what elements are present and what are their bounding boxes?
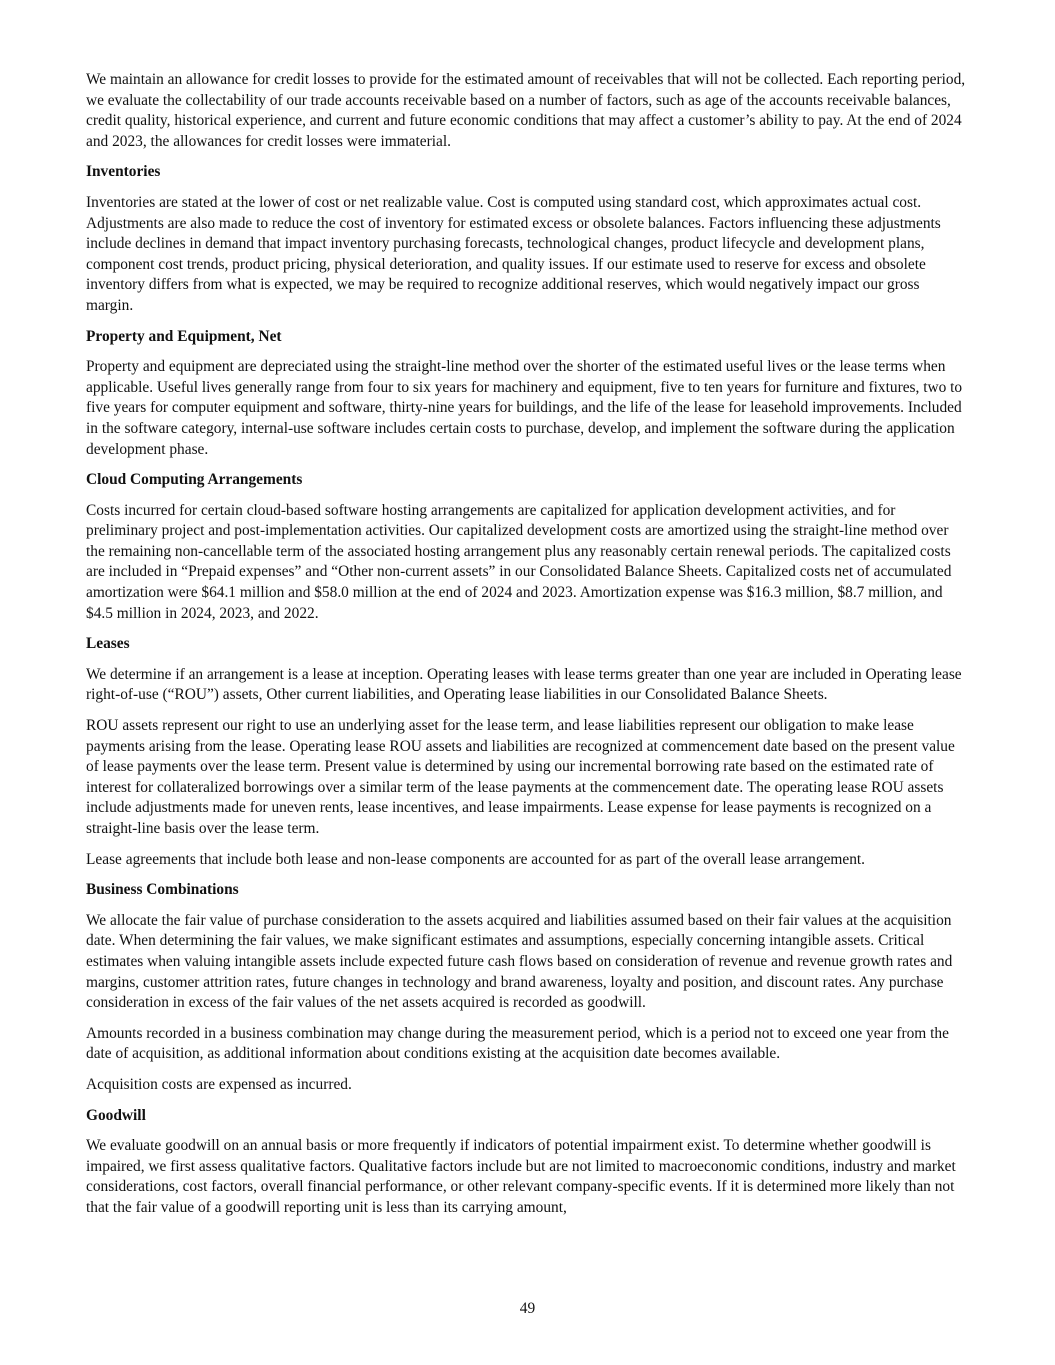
paragraph-business-1: We allocate the fair value of purchase consideration to the assets acquired and liabilities assumed based on their fair values at the acquisition date. When determining the fair values, we make significant estimates and assumptions, especially concerning intangible assets. Critical estimates when valuing intangible assets include expected future cash flows based on consideration of revenue and revenue growth rates and margins, customer attrition rates, future changes in technology and brand awareness, loyalty and position, and discount rates. Any purchase consideration in excess of the fair values of the net assets acquired is recorded as goodwill. <box>86 911 953 1012</box>
document-page <box>86 70 970 1229</box>
paragraph-inventories: Inventories are stated at the lower of cost or net realizable value. Cost is computed using standard cost, which approximates actual cost. Adjustments are also made to reduce the cost of inventory for estimated excess or obsolete balances. Factors influencing these adjustments include declines in demand that impact inventory purchasing forecasts, technological changes, product lifecycle and development plans, component cost trends, product pricing, physical deterioration, and quality issues. If our estimate used to reserve for excess and obsolete inventory differs from what is expected, we may be required to recognize additional reserves, which would negatively impact our gross margin. <box>86 193 941 314</box>
paragraph-leases-1: We determine if an arrangement is a lease at inception. Operating leases with lease terms greater than one year are included in Operating lease right-of-use (“ROU”) assets, Other current liabilities, and Operating lease liabilities in our Consolidated Balance Sheets. <box>86 665 962 704</box>
paragraph-leases-3: Lease agreements that include both lease and non-lease components are accounted for as part of the overall lease arrangement. <box>86 850 866 868</box>
paragraph-cloud-computing: Costs incurred for certain cloud-based software hosting arrangements are capitalized for application development activities, and for preliminary project and post-implementation activities. Our capitalized development costs are amortized using the straight-line method over the remaining non-cancellable term of the associated hosting arrangement plus any reasonably certain renewal periods. The capitalized costs are included in “Prepaid expenses” and “Other non-current assets” in our Consolidated Balance Sheets. Capitalized costs net of accumulated amortization were $64.1 million and $58.0 million at the end of 2024 and 2023. Amortization expense was $16.3 million, $8.7 million, and $4.5 million in 2024, 2023, and 2022. <box>86 501 952 622</box>
heading-business-combinations: Business Combinations <box>86 881 239 899</box>
paragraph-credit-losses: We maintain an allowance for credit losses to provide for the estimated amount of receivables that will not be collected. Each reporting period, we evaluate the collectability of our trade accounts receivable based on a number of factors, such as age of the accounts receivable balances, credit quality, historical experience, and current and future economic conditions that may affect a customer’s ability to pay. At the end of 2024 and 2023, the allowances for credit losses were immaterial. <box>86 71 966 150</box>
heading-property-equipment: Property and Equipment, Net <box>86 327 282 345</box>
paragraph-business-3: Acquisition costs are expensed as incurred. <box>86 1075 352 1093</box>
paragraph-goodwill: We evaluate goodwill on an annual basis or more frequently if indicators of potential impairment exist. To determine whether goodwill is impaired, we first assess qualitative factors. Qualitative factors include but are not limited to macroeconomic conditions, industry and market considerations, cost factors, overall financial performance, or other relevant company-specific events. If it is determined more likely than not that the fair value of a goodwill reporting unit is less than its carrying amount, <box>86 1137 956 1216</box>
heading-cloud-computing: Cloud Computing Arrangements <box>86 471 303 489</box>
heading-inventories: Inventories <box>86 163 161 181</box>
paragraph-business-2: Amounts recorded in a business combination may change during the measurement period, which is a period not to exceed one year from the date of acquisition, as additional information about conditions existing at the acquisition date becomes available. <box>86 1024 949 1063</box>
heading-leases: Leases <box>86 635 130 653</box>
page-number: 49 <box>519 1300 536 1317</box>
heading-goodwill: Goodwill <box>86 1106 146 1124</box>
paragraph-leases-2: ROU assets represent our right to use an underlying asset for the lease term, and lease liabilities represent our obligation to make lease payments arising from the lease. Operating lease ROU assets and liabilities are recognized at commencement date based on the present value of lease payments over the lease term. Present value is determined by using our incremental borrowing rate based on the estimated rate of interest for collateralized borrowings over a similar term of the lease payments at the commencement date. The operating lease ROU assets include adjustments made for uneven rents, lease incentives, and lease impairments. Lease expense for lease payments is recognized on a straight-line basis over the lease term. <box>86 717 955 837</box>
paragraph-property-equipment: Property and equipment are depreciated using the straight-line method over the shorter of the estimated useful lives or the lease terms when applicable. Useful lives generally range from four to six years for machinery and equipment, five to ten years for furniture and fixtures, two to five years for computer equipment and software, thirty-nine years for buildings, and the life of the lease for leasehold improvements. Included in the software category, internal-use software includes certain costs to purchase, develop, and implement the software during the application development phase. <box>86 358 963 458</box>
